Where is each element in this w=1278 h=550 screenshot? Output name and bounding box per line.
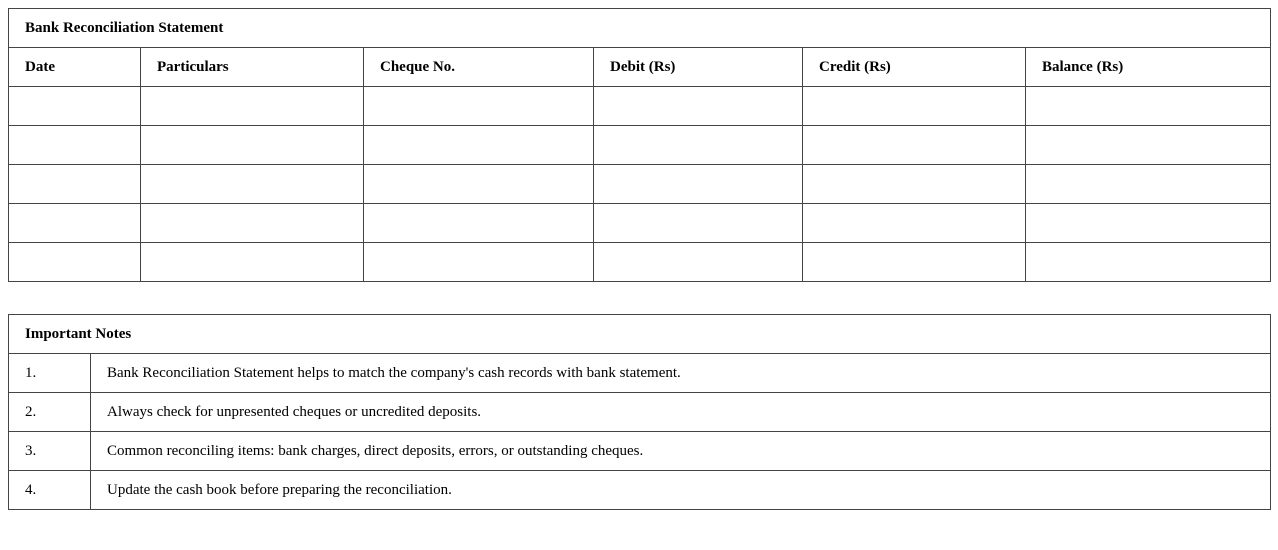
particulars-cell[interactable] bbox=[141, 243, 364, 282]
list-item bbox=[9, 432, 1271, 471]
date-cell[interactable] bbox=[9, 243, 141, 282]
reconciliation-table bbox=[8, 8, 1271, 282]
balance-cell[interactable] bbox=[1026, 204, 1271, 243]
debit-cell[interactable] bbox=[594, 165, 803, 204]
table-row bbox=[9, 204, 1271, 243]
column-header-credit: Credit (Rs) bbox=[803, 48, 1026, 87]
debit-cell[interactable] bbox=[594, 126, 803, 165]
note-text: Always check for unpresented cheques or uncredited deposits. bbox=[91, 393, 1271, 432]
credit-cell[interactable] bbox=[803, 243, 1026, 282]
note-text: Bank Reconciliation Statement helps to match the company's cash records with bank statement. bbox=[91, 354, 1271, 393]
important-notes-table bbox=[8, 314, 1271, 510]
cheque-no-cell[interactable] bbox=[364, 87, 594, 126]
column-header-date: Date bbox=[9, 48, 141, 87]
list-item bbox=[9, 393, 1271, 432]
particulars-cell[interactable] bbox=[141, 165, 364, 204]
credit-cell[interactable] bbox=[803, 204, 1026, 243]
balance-cell[interactable] bbox=[1026, 243, 1271, 282]
debit-cell[interactable] bbox=[594, 87, 803, 126]
date-cell[interactable] bbox=[9, 204, 141, 243]
note-number: 2. bbox=[9, 393, 91, 432]
column-header-cheque-no: Cheque No. bbox=[364, 48, 594, 87]
note-number: 3. bbox=[9, 432, 91, 471]
cheque-no-cell[interactable] bbox=[364, 165, 594, 204]
reconciliation-title: Bank Reconciliation Statement bbox=[9, 9, 1271, 48]
debit-cell[interactable] bbox=[594, 243, 803, 282]
list-item bbox=[9, 471, 1271, 510]
credit-cell[interactable] bbox=[803, 165, 1026, 204]
note-text: Update the cash book before preparing the reconciliation. bbox=[91, 471, 1271, 510]
date-cell[interactable] bbox=[9, 165, 141, 204]
particulars-cell[interactable] bbox=[141, 87, 364, 126]
particulars-cell[interactable] bbox=[141, 126, 364, 165]
credit-cell[interactable] bbox=[803, 126, 1026, 165]
table-row bbox=[9, 243, 1271, 282]
cheque-no-cell[interactable] bbox=[364, 126, 594, 165]
reconciliation-title-row bbox=[9, 9, 1271, 48]
note-number: 1. bbox=[9, 354, 91, 393]
table-row bbox=[9, 87, 1271, 126]
particulars-cell[interactable] bbox=[141, 204, 364, 243]
balance-cell[interactable] bbox=[1026, 165, 1271, 204]
table-row bbox=[9, 126, 1271, 165]
column-header-debit: Debit (Rs) bbox=[594, 48, 803, 87]
table-row bbox=[9, 165, 1271, 204]
notes-title-row bbox=[9, 315, 1271, 354]
debit-cell[interactable] bbox=[594, 204, 803, 243]
balance-cell[interactable] bbox=[1026, 87, 1271, 126]
date-cell[interactable] bbox=[9, 87, 141, 126]
cheque-no-cell[interactable] bbox=[364, 243, 594, 282]
note-text: Common reconciling items: bank charges, direct deposits, errors, or outstanding cheques. bbox=[91, 432, 1271, 471]
balance-cell[interactable] bbox=[1026, 126, 1271, 165]
note-number: 4. bbox=[9, 471, 91, 510]
credit-cell[interactable] bbox=[803, 87, 1026, 126]
notes-title: Important Notes bbox=[9, 315, 1271, 354]
date-cell[interactable] bbox=[9, 126, 141, 165]
reconciliation-header-row bbox=[9, 48, 1271, 87]
cheque-no-cell[interactable] bbox=[364, 204, 594, 243]
column-header-particulars: Particulars bbox=[141, 48, 364, 87]
column-header-balance: Balance (Rs) bbox=[1026, 48, 1271, 87]
list-item bbox=[9, 354, 1271, 393]
